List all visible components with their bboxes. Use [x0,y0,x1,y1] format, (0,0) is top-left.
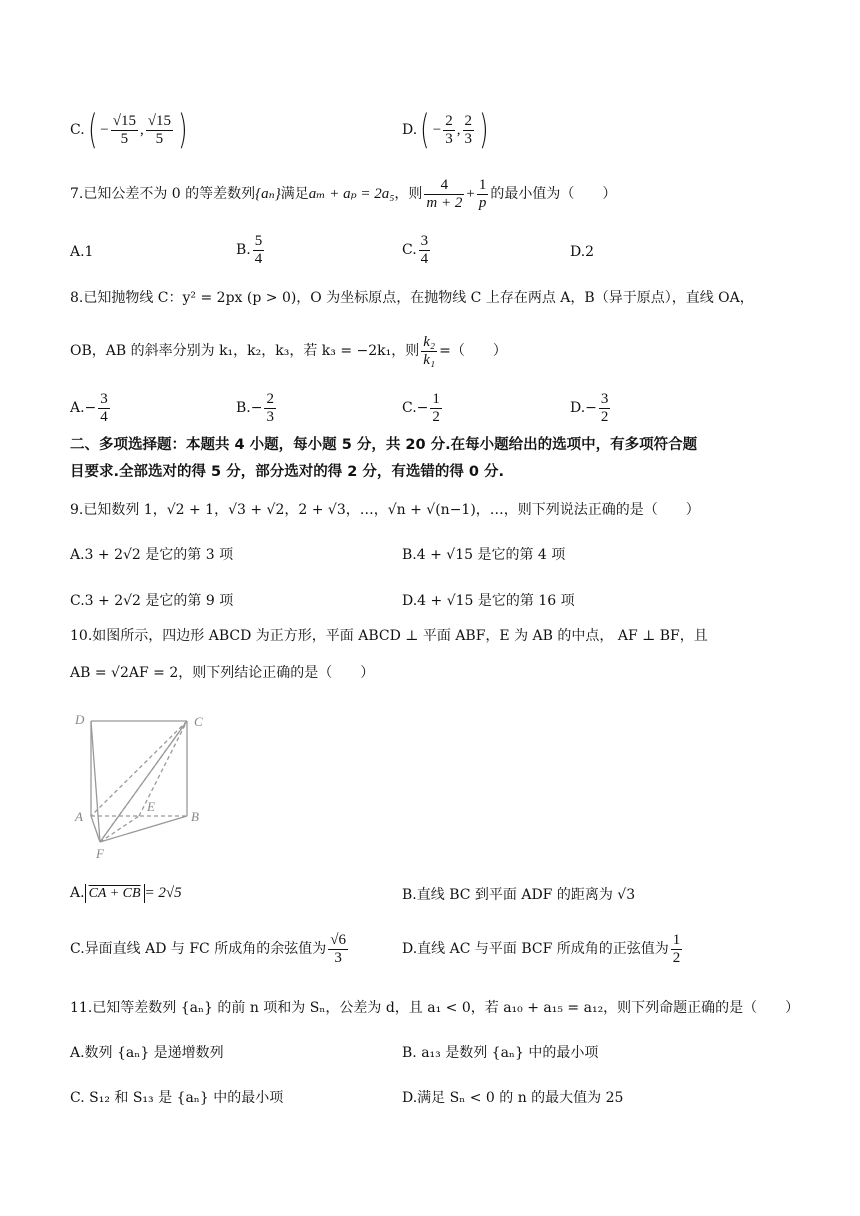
fraction [424,177,464,212]
denominator: 5 [155,130,164,147]
label-e: E [147,799,155,814]
q11-stem: 11.已知等差数列 {aₙ} 的前 n 项和为 Sₙ，公差为 d，且 a₁ < 0，若 a₁₀ + a₁₅ = a₁₂，则下列命题正确的是（ ） [70,1000,800,1016]
option-label: C.− [402,400,429,416]
fraction [419,233,431,268]
denominator: 2 [432,408,440,425]
stem-text: 满足 [280,186,309,202]
fraction [421,334,437,369]
fraction [671,932,683,967]
label-f: F [96,846,104,861]
numerator: 4 [424,177,464,195]
fraction [463,113,475,148]
option-label: D.− [570,400,597,416]
denominator: m + 2 [426,194,463,211]
numerator: 3 [600,390,609,407]
diag-ca [91,721,187,816]
minus-sign: − [432,122,442,138]
q6-option-c[interactable] [70,106,191,154]
rhs-expr: = 2√5 [144,885,182,901]
plus-sign: + [466,186,475,202]
stem-text: OB，AB 的斜率分别为 k₁，k₂，k₃，若 k₃ = −2k₁，则 [70,343,420,359]
denominator: 3 [266,408,274,425]
fraction [328,932,348,967]
denominator: 2 [600,408,609,425]
numerator: 3 [100,390,108,407]
q9-option-c[interactable]: C.3 + 2√2 是它的第 9 项 [70,593,234,609]
edge-fb [100,816,187,842]
q11-option-c[interactable]: C. S₁₂ 和 S₁₃ 是 {aₙ} 中的最小项 [70,1090,284,1106]
paren-right: ) [178,107,188,153]
option-label: C. [70,122,85,138]
fraction [443,113,455,148]
stem-text: =（ ） [439,343,507,359]
q8-option-c[interactable] [402,388,444,428]
q8-stem-line2 [70,331,507,371]
segment-fe [100,816,139,842]
q9-option-d[interactable]: D.4 + √15 是它的第 16 项 [402,593,575,609]
numerator: 1 [432,390,440,407]
denominator: 3 [334,949,342,966]
edge-df [91,721,100,842]
numerator: k₂ [423,333,436,350]
q10-option-d[interactable] [402,929,684,969]
q11-option-a[interactable]: A.数列 {aₙ} 是递增数列 [70,1045,224,1061]
condition-expr: aₘ + aₚ = 2a₅ [308,186,395,202]
option-text: C.异面直线 AD 与 FC 所成角的余弦值为 [70,941,327,957]
numerator: 5 [254,232,263,249]
q7-option-a[interactable]: A.1 [70,244,94,260]
fraction [146,113,173,148]
q8-stem-line1: 8.已知抛物线 C：y² = 2px (p > 0)，O 为坐标原点，在抛物线 C 上存在两点 A，B（异于原点），直线 OA， [70,290,754,306]
q11-option-d[interactable]: D.满足 Sₙ < 0 的 n 的最大值为 25 [402,1090,624,1106]
q7-option-d[interactable]: D.2 [570,244,595,260]
denominator: k₁ [423,351,436,368]
denominator: 3 [445,130,453,147]
option-label: B.− [236,400,263,416]
option-label: C. [402,242,417,258]
q8-option-d[interactable] [570,388,612,428]
fraction [264,391,276,426]
geometry-figure [70,706,215,866]
numerator: 2 [464,112,473,129]
numerator: 3 [420,232,429,249]
q10-option-a[interactable] [70,883,182,903]
numerator: √15 [147,112,171,129]
label-b: B [191,809,199,824]
denominator: 2 [672,949,681,966]
q8-option-a[interactable] [70,388,112,428]
sequence-symbol: {aₙ} [255,186,281,202]
fraction [477,177,489,212]
numerator: 2 [266,390,274,407]
q6-option-d[interactable] [402,106,492,154]
q10-option-c[interactable] [70,929,350,969]
minus-sign: − [100,122,109,138]
option-text: D.直线 AC 与平面 BCF 所成角的正弦值为 [402,941,669,957]
paren-left: ( [87,107,98,153]
denominator: 5 [120,130,129,147]
q7-option-c[interactable] [402,230,432,270]
label-c: C [194,714,203,729]
q10-option-b[interactable]: B.直线 BC 到平面 ADF 的距离为 √3 [402,887,636,903]
denominator: 4 [254,250,263,267]
vector-magnitude [85,884,145,903]
option-label: D. [402,122,418,138]
q9-option-a[interactable]: A.3 + 2√2 是它的第 3 项 [70,547,234,563]
q11-option-b[interactable]: B. a₁₃ 是数列 {aₙ} 中的最小项 [402,1045,599,1061]
section-heading-line1: 二、多项选择题：本题共 4 小题，每小题 5 分，共 20 分.在每小题给出的选项中，有多项符合题 [70,437,698,453]
comma: , [139,122,144,138]
section-heading-line2: 目要求.全部选对的得 5 分，部分选对的得 2 分，有选错的得 0 分. [70,464,505,480]
comma: , [456,122,461,138]
denominator: 3 [464,130,473,147]
numerator: 1 [672,931,681,948]
q9-stem: 9.已知数列 1，√2 + 1，√3 + √2，2 + √3，…，√n + √(n−1)，…，则下列说法正确的是（ ） [70,502,700,518]
fraction [111,113,138,148]
stem-text: ，则 [394,186,423,202]
stem-text: 的最小值为（ ） [490,186,617,202]
paren-right: ) [479,107,489,153]
stem-text: 7.已知公差不为 0 的等差数列 [70,186,256,202]
denominator: 4 [420,250,429,267]
numerator: 1 [478,176,487,193]
denominator: p [478,194,487,211]
numerator: 2 [445,112,453,129]
q7-stem [70,174,616,214]
numerator: √15 [112,112,136,129]
option-label: B. [236,242,251,258]
vector-expr: CA + CB [88,886,141,901]
q10-stem-line1: 10.如图所示，四边形 ABCD 为正方形，平面 ABCD ⊥ 平面 ABF，E 为 AB 的中点， AF ⊥ BF，且 [70,628,708,644]
fraction [98,391,110,426]
label-d: D [75,712,85,727]
option-label: A. [70,885,85,901]
q10-stem-line2: AB = √2AF = 2，则下列结论正确的是（ ） [70,665,375,681]
fraction [599,391,611,426]
label-a: A [75,809,83,824]
denominator: 4 [100,408,108,425]
q8-option-b[interactable] [236,388,278,428]
paren-left: ( [420,107,430,153]
fraction [253,233,265,268]
fraction [430,391,442,426]
q7-option-b[interactable] [236,230,266,270]
numerator: √6 [330,931,346,948]
option-label: A.− [70,400,97,416]
q9-option-b[interactable]: B.4 + √15 是它的第 4 项 [402,547,566,563]
